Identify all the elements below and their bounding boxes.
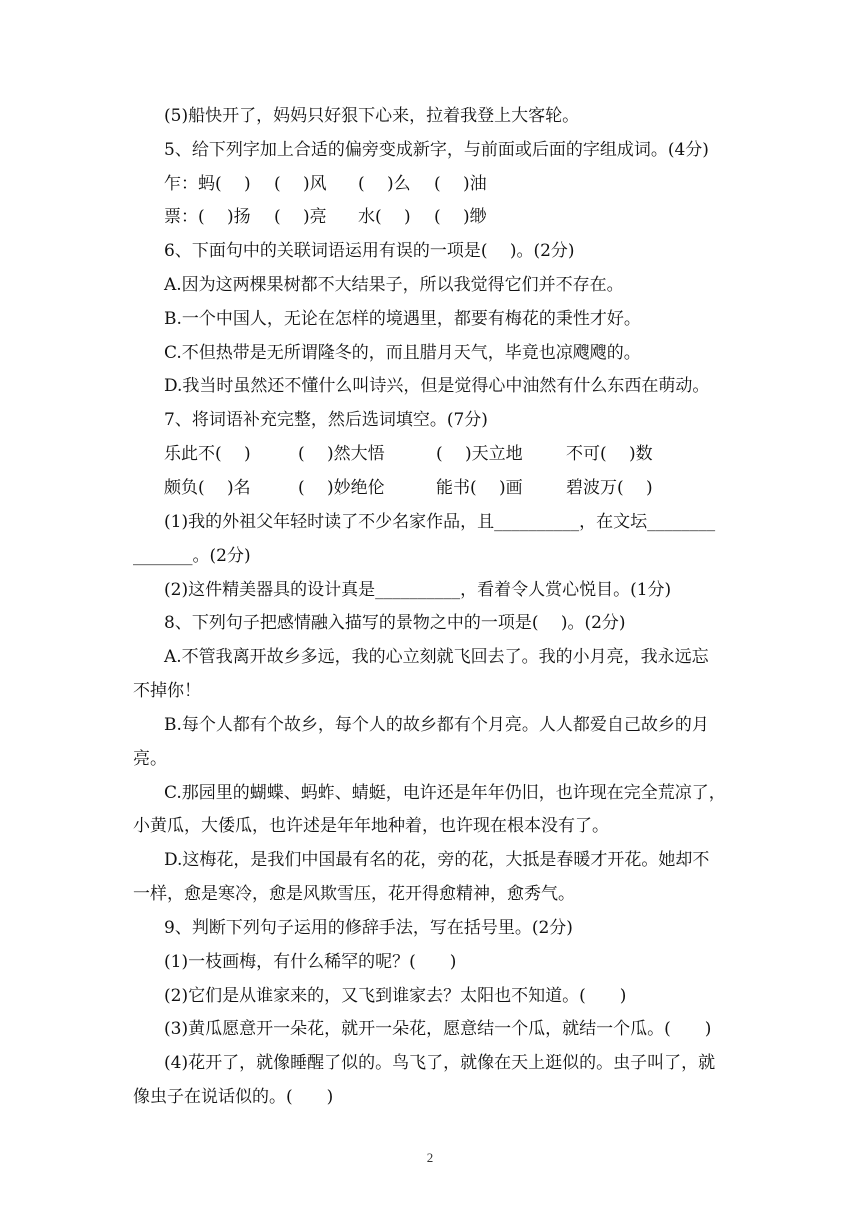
q7-r2c1: 颇负( )名 [164,478,251,498]
q8-option-a-line1: A.不管我离开故乡多远，我的心立刻就飞回去了。我的小月亮，我永远忘 [164,647,709,667]
q7-r1c4: 不可( )数 [566,444,653,464]
q7-r2c3: 能书( )画 [436,478,523,498]
q5-title: 5、给下列字加上合适的偏旁变成新字，与前面或后面的字组成词。(4分) [164,140,709,160]
q8-option-d-line2: 一样，愈是寒冷，愈是风欺雪压，花开得愈精神，愈秀气。 [133,884,575,904]
q4-item5: (5)船快开了，妈妈只好狠下心来，拉着我登上大客轮。 [164,106,580,126]
q8-option-c-line2: 小黄瓜，大倭瓜，也许述是年年地种着，也许现在根本没有了。 [133,816,609,836]
q5-r2c2: ( )亮 [274,207,327,227]
q8-option-c-line1: C.那园里的蝴蝶、蚂蚱、蜻蜓，电许还是年年仍旧，也许现在完全荒凉了， [164,783,726,803]
q7-r1c3: ( )天立地 [436,444,523,464]
page-number: 2 [426,1150,434,1165]
q5-r1c3: ( )么 [358,174,411,194]
q9-sentence2: (2)它们是从谁家来的，又飞到谁家去？太阳也不知道。( ) [164,986,627,1006]
q7-sentence2: (2)这件精美器具的设计真是__________，看着令人赏心悦目。(1分) [164,580,672,600]
q9-sentence4-line2: 像虫子在说话似的。( ) [133,1087,334,1107]
q7-r1c1: 乐此不( ) [164,444,251,464]
q9-title: 9、判断下列句子运用的修辞手法，写在括号里。(2分) [164,918,573,938]
q5-r2c1: 票：( )扬 [164,207,251,227]
q6-option-d: D.我当时虽然还不懂什么叫诗兴，但是觉得心中油然有什么东西在萌动。 [164,376,710,396]
q9-sentence3: (3)黄瓜愿意开一朵花，就开一朵花，愿意结一个瓜，就结一个瓜。( ) [164,1019,712,1039]
q5-r2c4: ( )缈 [434,207,487,227]
q9-sentence4-line1: (4)花开了，就像睡醒了似的。鸟飞了，就像在天上逛似的。虫子叫了，就 [164,1053,716,1073]
q7-sentence1-line1: (1)我的外祖父年轻时读了不少名家作品，且__________，在文坛________ [164,512,716,532]
q7-r2c4: 碧波万( ) [566,478,653,498]
q5-r2c3: 水( ) [358,207,411,227]
q6-title: 6、下面句中的关联词语运用有误的一项是( )。(2分) [164,241,575,261]
q8-option-a-line2: 不掉你！ [133,681,201,701]
q7-sentence1-line2: _______。(2分) [133,546,251,566]
q6-option-c: C.不但热带是无所谓隆冬的，而且腊月天气，毕竟也凉飕飕的。 [164,343,641,363]
q7-r2c2: ( )妙绝伦 [298,478,385,498]
q7-title: 7、将词语补充完整，然后选词填空。(7分) [164,410,488,430]
q6-option-a: A.因为这两棵果树都不大结果子，所以我觉得它们并不存在。 [164,275,624,295]
q6-option-b: B.一个中国人，无论在怎样的境遇里，都要有梅花的秉性才好。 [164,309,641,329]
q7-r1c2: ( )然大悟 [298,444,385,464]
q8-title: 8、下列句子把感情融入描写的景物之中的一项是( )。(2分) [164,613,626,633]
q8-option-d-line1: D.这梅花，是我们中国最有名的花，旁的花，大抵是春暖才开花。她却不 [164,850,710,870]
q9-sentence1: (1)一枝画梅，有什么稀罕的呢？( ) [164,952,457,972]
q8-option-b-line1: B.每个人都有个故乡，每个人的故乡都有个月亮。人人都爱自己故乡的月 [164,715,709,735]
q5-r1c4: ( )油 [434,174,487,194]
q5-r1c1: 乍：蚂( ) [164,174,251,194]
q5-r1c2: ( )风 [274,174,327,194]
q8-option-b-line2: 亮。 [133,749,167,769]
